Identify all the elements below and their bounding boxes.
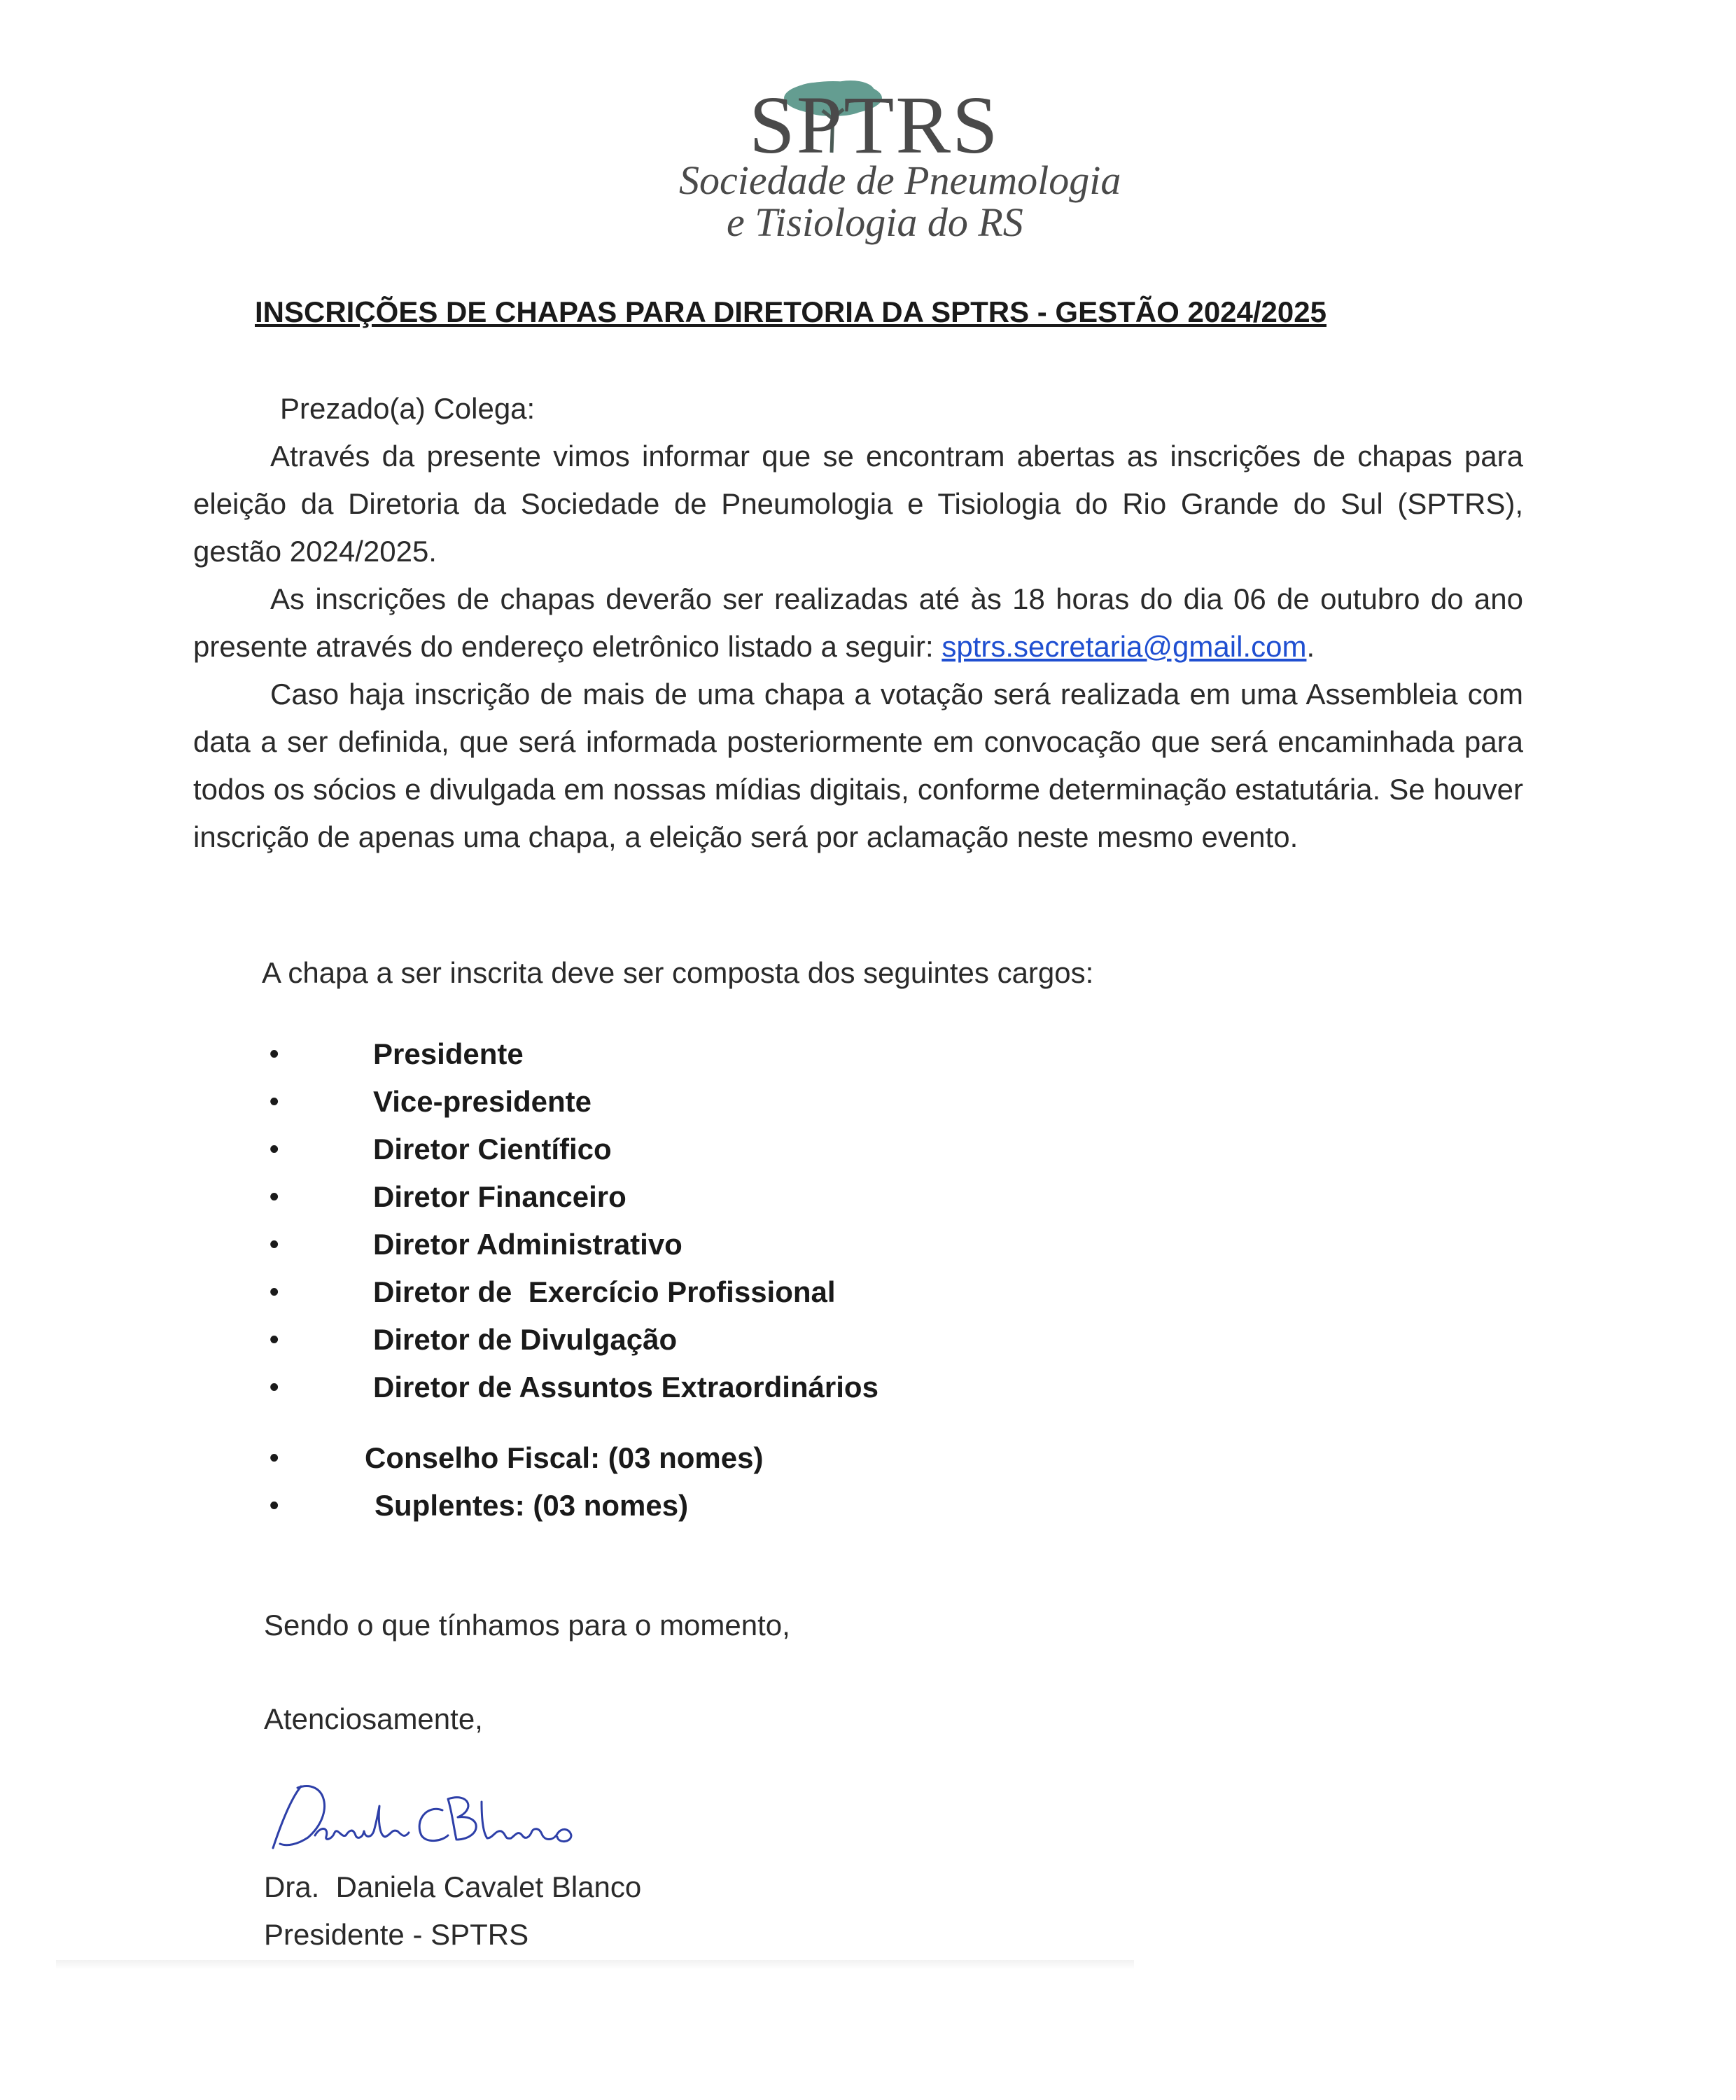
paragraph-deadline — [193, 575, 1523, 671]
scan-edge — [56, 1960, 1134, 1970]
cargo-label: Diretor de Exercício Profissional — [373, 1275, 836, 1308]
cargos-intro: A chapa a ser inscrita deve ser composta dos seguintes cargos: — [262, 956, 1094, 989]
bullet-icon: • — [270, 1182, 279, 1212]
cargo-label: Diretor Administrativo — [373, 1228, 682, 1261]
bullet-icon: • — [270, 1087, 279, 1116]
logo-line-1: Sociedade de Pneumologia — [679, 158, 1121, 203]
greeting: Prezado(a) Colega: — [280, 392, 536, 425]
closing-regards: Atenciosamente, — [264, 1702, 483, 1735]
bullet-icon: • — [270, 1443, 279, 1473]
bullet-icon: • — [270, 1230, 279, 1259]
logo-acronym: SPTRS — [749, 79, 1000, 171]
cargo-label: Diretor de Divulgação — [373, 1323, 678, 1356]
bullet-icon: • — [270, 1278, 279, 1307]
cargo-label: Conselho Fiscal: (03 nomes) — [365, 1441, 764, 1474]
bullet-icon: • — [270, 1325, 279, 1354]
bullet-icon: • — [270, 1491, 279, 1520]
bullet-icon: • — [270, 1373, 279, 1402]
signer-name: Dra. Daniela Cavalet Blanco — [264, 1870, 642, 1903]
signature-image — [259, 1771, 623, 1862]
deadline-text: As inscrições de chapas deverão ser realizadas até às 18 horas do dia 06 de outubro do ano presente através do endereço eletrônico listado a seguir: — [193, 582, 1523, 663]
paragraph-assembly: Caso haja inscrição de mais de uma chapa a votação será realizada em uma Assembleia com data a ser definida, que será informada posteriormente em convocação que será encaminhada para todos os sócios e divulgada em nossas mídias digitais, conforme determinação estatutária. Se houver inscrição de apenas uma chapa, a eleição será por aclamação neste mesmo evento. — [193, 678, 1523, 853]
cargo-label: Vice-presidente — [373, 1085, 592, 1118]
cargo-label: Presidente — [373, 1037, 524, 1070]
cargo-label: Diretor Financeiro — [373, 1180, 626, 1213]
cargo-label: Diretor Científico — [373, 1133, 612, 1166]
deadline-period: . — [1306, 630, 1315, 663]
closing-line: Sendo o que tínhamos para o momento, — [264, 1609, 790, 1642]
paragraph-announcement: Através da presente vimos informar que se encontram abertas as inscrições de chapas para eleição da Diretoria da Sociedade de Pneumologia e Tisiologia do Rio Grande do Sul (SPTRS), gestão 2024/2025. — [193, 440, 1523, 568]
signer-role: Presidente - SPTRS — [264, 1918, 529, 1951]
bullet-icon: • — [270, 1040, 279, 1069]
sptrs-logo — [665, 77, 1121, 245]
cargo-label: Suplentes: (03 nomes) — [374, 1489, 689, 1522]
email-link[interactable]: sptrs.secretaria@gmail.com — [941, 630, 1307, 663]
cargo-label: Diretor de Assuntos Extraordinários — [373, 1371, 878, 1404]
bullet-icon: • — [270, 1135, 279, 1164]
logo-line-2: e Tisiologia do RS — [727, 200, 1023, 245]
document-title: INSCRIÇÕES DE CHAPAS PARA DIRETORIA DA SPTRS - GESTÃO 2024/2025 — [255, 295, 1326, 328]
